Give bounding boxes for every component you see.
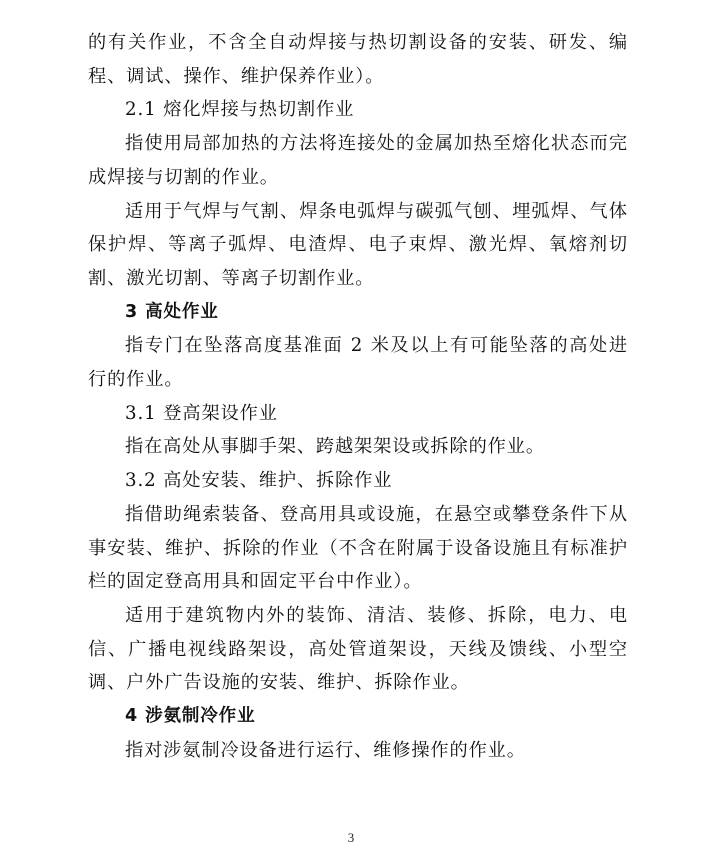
heading-3-1: 3.1 登高架设作业 [125, 402, 278, 424]
paragraph-2-1-scope: 适用于气焊与气割、焊条电弧焊与碳弧气刨、埋弧焊、气体保护焊、等离子弧焊、电渣焊、电子束焊、激光焊、氧熔剂切割、激光切割、等离子切割作业。 [88, 200, 628, 289]
heading-2-1: 2.1 熔化焊接与热切割作业 [125, 99, 355, 121]
paragraph-2-1-definition: 指使用局部加热的方法将连接处的金属加热至熔化状态而完成焊接与切割的作业。 [88, 133, 628, 188]
heading-3-2: 3.2 高处安装、维护、拆除作业 [125, 470, 393, 492]
paragraph-continuation: 的有关作业，不含全自动焊接与热切割设备的安装、研发、编程、调试、操作、维护保养作业）。 [88, 32, 628, 87]
document-body [88, 26, 628, 767]
paragraph-3-1-definition: 指在高处从事脚手架、跨越架架设或拆除的作业。 [125, 436, 545, 458]
page-number: 3 [347, 830, 355, 845]
heading-4: 4 涉氨制冷作业 [125, 706, 256, 727]
paragraph-3-2-definition: 指借助绳索装备、登高用具或设施，在悬空或攀登条件下从事安装、维护、拆除的作业（不含在附属于设备设施且有标准护栏的固定登高用具和固定平台中作业）。 [88, 503, 628, 593]
paragraph-3-definition: 指专门在坠落高度基准面 2 米及以上有可能坠落的高处进行的作业。 [88, 335, 628, 391]
paragraph-4-definition: 指对涉氨制冷设备进行运行、维修操作的作业。 [125, 739, 526, 761]
heading-3: 3 高处作业 [125, 301, 219, 322]
paragraph-3-2-scope: 适用于建筑物内外的装饰、清洁、装修、拆除，电力、电信、广播电视线路架设，高处管道架设，天线及馈线、小型空调、户外广告设施的安装、维护、拆除作业。 [88, 604, 628, 694]
